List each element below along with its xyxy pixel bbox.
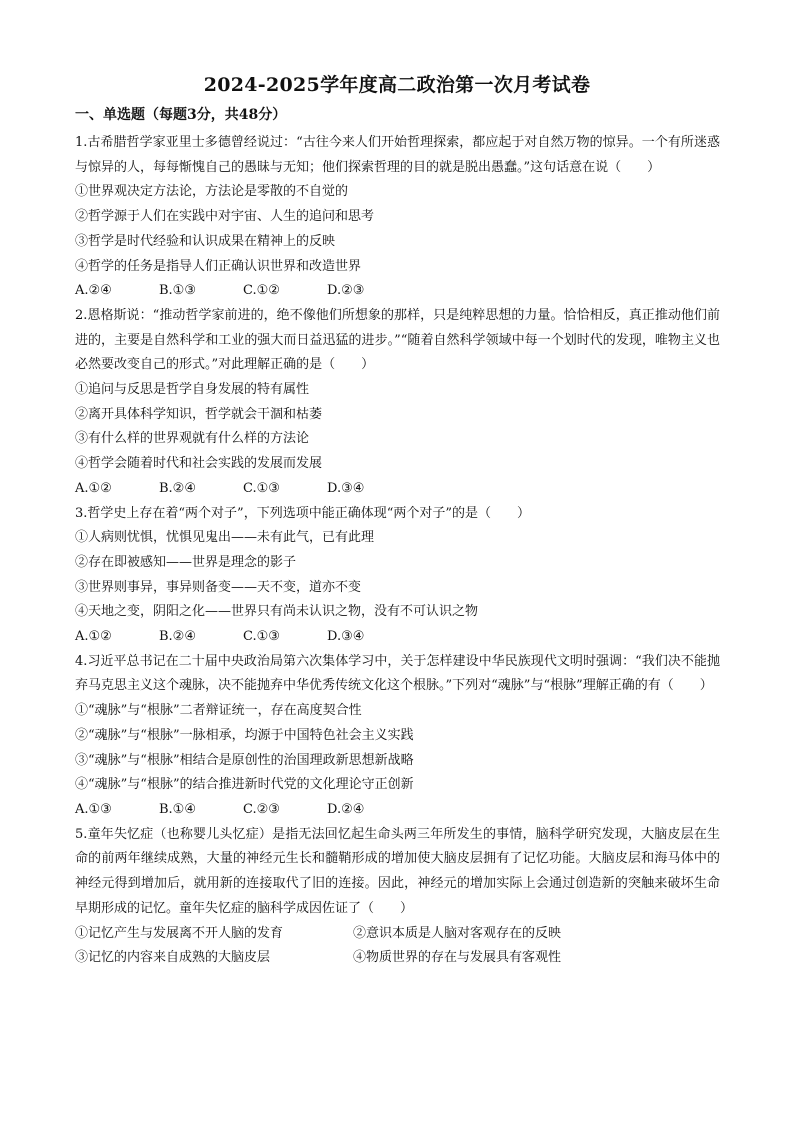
- section-heading: 一、单选题（每题3分，共48分）: [75, 107, 287, 123]
- option-4: ④物质世界的存在与发展具有客观性: [353, 950, 562, 966]
- question-3: [75, 502, 720, 650]
- question-list: [75, 131, 720, 971]
- option-1: ①记忆产生与发展离不开人脑的发育: [75, 925, 284, 941]
- option-1: ①世界观决定方法论，方法论是零散的不自觉的: [75, 184, 349, 200]
- option-3: ③记忆的内容来自成熟的大脑皮层: [75, 950, 271, 966]
- option-4: ④哲学会随着时代和社会实践的发展而发展: [75, 456, 323, 472]
- answer-d: D.②④: [327, 801, 365, 817]
- option-2: ②哲学源于人们在实践中对宇宙、人生的追问和思考: [75, 209, 375, 225]
- answer-c: C.①③: [243, 629, 280, 645]
- answer-choices: [75, 798, 720, 823]
- answer-b: B.①③: [159, 283, 196, 299]
- option-2: ②离开具体科学知识，哲学就会干涸和枯萎: [75, 406, 323, 422]
- option-3: ③哲学是时代经验和认识成果在精神上的反映: [75, 233, 336, 249]
- answer-b: B.②④: [159, 480, 196, 496]
- answer-choices: [75, 625, 720, 650]
- question-stem: 4.习近平总书记在二十届中央政治局第六次集体学习中，关于怎样建设中华民族现代文明时强调：“我们决不能抛弃马克思主义这个魂脉，决不能抛弃中华优秀传统文化这个根脉。”下列对“魂脉”与“根脉”理解正确的有（ ）: [75, 653, 720, 694]
- answer-a: A.①②: [75, 629, 112, 645]
- option-1: ①人病则忧惧，忧惧见鬼出——未有此气，已有此理: [75, 530, 375, 546]
- answer-b: B.①④: [159, 801, 196, 817]
- option-row: [75, 946, 720, 971]
- exam-title: 2024-2025学年度高二政治第一次月考试卷: [203, 74, 591, 96]
- option-2: ②存在即被感知——世界是理念的影子: [75, 554, 297, 570]
- answer-c: C.①②: [243, 283, 280, 299]
- answer-a: A.①③: [75, 801, 112, 817]
- answer-d: D.③④: [327, 629, 365, 645]
- answer-a: A.②④: [75, 283, 112, 299]
- question-4: [75, 650, 720, 823]
- option-1: ①追问与反思是哲学自身发展的特有属性: [75, 382, 310, 398]
- option-row: [75, 922, 720, 947]
- option-4: ④天地之变，阴阳之化——世界只有尚未认识之物，没有不可认识之物: [75, 604, 479, 620]
- answer-c: C.②③: [243, 801, 280, 817]
- option-1: ①“魂脉”与“根脉”二者辩证统一，存在高度契合性: [75, 703, 362, 719]
- answer-c: C.①③: [243, 480, 280, 496]
- question-stem: 2.恩格斯说：“推动哲学家前进的，绝不像他们所想象的那样，只是纯粹思想的力量。恰恰相反，真正推动他们前进的，主要是自然科学和工业的强大而日益迅猛的进步。”“随着自然科学领域中每一个划时代的发现，唯物主义也必然要改变自己的形式。”对此理解正确的是（ ）: [75, 307, 720, 373]
- answer-d: D.②③: [327, 283, 365, 299]
- option-2: ②意识本质是人脑对客观存在的反映: [353, 925, 562, 941]
- option-4: ④哲学的任务是指导人们正确认识世界和改造世界: [75, 258, 362, 274]
- answer-b: B.②④: [159, 629, 196, 645]
- option-3: ③“魂脉”与“根脉”相结合是原创性的治国理政新思想新战略: [75, 752, 414, 768]
- answer-d: D.③④: [327, 480, 365, 496]
- question-stem: 3.哲学史上存在着“两个对子”，下列选项中能正确体现“两个对子”的是（ ）: [75, 505, 530, 521]
- question-stem: 5.童年失忆症（也称婴儿头忆症）是指无法回忆起生命头两三年所发生的事情，脑科学研究发现，大脑皮层在生命的前两年继续成熟，大量的神经元生长和髓鞘形成的增加使大脑皮层拥有了记忆功能。大脑皮层和海马体中的神经元得到增加后，就用新的连接取代了旧的连接。因此，神经元的增加实际上会通过创造新的突触来破坏生命早期形成的记忆。童年失忆症的脑科学成因佐证了（ ）: [75, 826, 720, 916]
- answer-choices: [75, 279, 720, 304]
- question-2: [75, 304, 720, 502]
- question-1: [75, 131, 720, 304]
- answer-a: A.①②: [75, 480, 112, 496]
- option-3: ③有什么样的世界观就有什么样的方法论: [75, 431, 310, 447]
- answer-choices: [75, 477, 720, 502]
- option-3: ③世界则事异，事异则备变——天不变，道亦不变: [75, 579, 362, 595]
- question-stem: 1.古希腊哲学家亚里士多德曾经说过：“古往今来人们开始哲理探索，都应起于对自然万物的惊异。一个有所迷惑与惊异的人，每每惭愧自己的愚昧与无知；他们探索哲理的目的就是脱出愚蠢。”这句话意在说（ ）: [75, 135, 720, 175]
- option-4: ④“魂脉”与“根脉”的结合推进新时代党的文化理论守正创新: [75, 777, 414, 793]
- option-2: ②“魂脉”与“根脉”一脉相承，均源于中国特色社会主义实践: [75, 727, 414, 743]
- question-5: [75, 823, 720, 971]
